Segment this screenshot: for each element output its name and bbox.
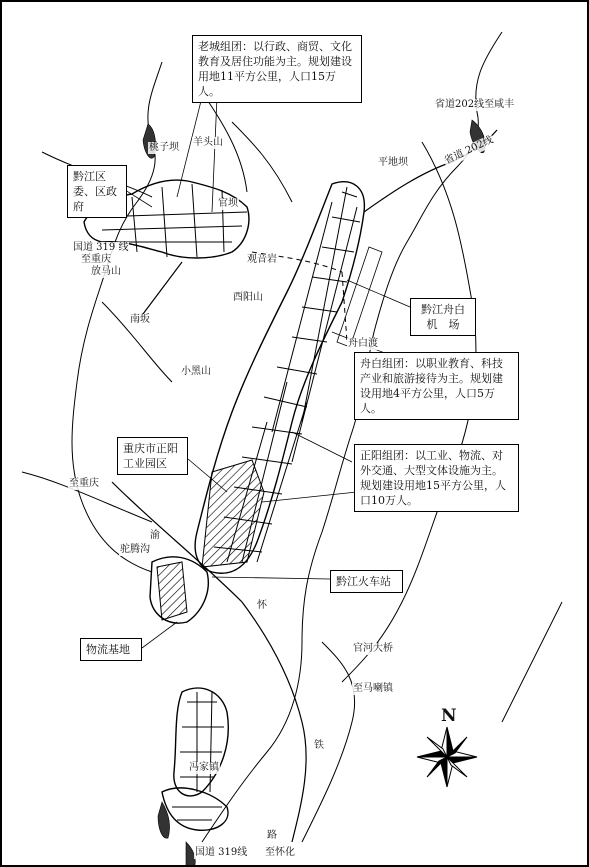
label-lu: 路 [267, 830, 277, 841]
label-to-malaba: 至马喇镇 [353, 683, 393, 694]
label-taozi-ba: 桃子坝 [149, 142, 179, 153]
label-xiaohei-shan: 小黑山 [181, 366, 211, 377]
label-guanyin-yan: 观音岩 [247, 254, 277, 265]
label-yu: 渝 [150, 530, 160, 541]
label-fangma-shan: 放马山 [91, 266, 121, 277]
label-to-chongqing-mid: 至重庆 [69, 478, 99, 489]
label-zhoubai-du: 舟白渡 [348, 338, 378, 349]
label-nanban: 南坂 [130, 314, 150, 325]
label-fengjia-zhen: 冯家镇 [189, 762, 219, 773]
label-s202-top: 省道202线至咸丰 [435, 99, 515, 110]
north-label: N [441, 706, 457, 726]
label-tuoteng-gou: 驼腾沟 [120, 544, 150, 555]
callout-old-city: 老城组团：以行政、商贸、文化教育及居住功能为主。规划建设用地11平方公里，人口15万人。 [192, 35, 362, 103]
label-guanba: 官坝 [218, 198, 238, 209]
label-g319-top: 国道 319 线 [73, 242, 129, 253]
label-pingdi-ba: 平地坝 [378, 157, 408, 168]
label-xiyang-shan: 酉阳山 [233, 292, 263, 303]
label-huai: 怀 [257, 600, 267, 611]
label-tie: 铁 [314, 740, 324, 751]
rivers [22, 32, 562, 842]
callout-zhengyang-group: 正阳组团：以工业、物流、对外交通、大型文体设施为主。规划建设用地15平方公里，人口10万人。 [354, 444, 519, 512]
callout-railway-station: 黔江火车站 [330, 570, 403, 593]
map-drawing [2, 2, 589, 867]
label-g319-bottom: 国道 319线 [195, 847, 248, 858]
callout-district-gov: 黔江区委、区政府 [67, 165, 127, 218]
label-to-chongqing-top: 至重庆 [81, 254, 111, 265]
label-s202-road: 省道 202线 [442, 134, 495, 167]
callout-logistics: 物流基地 [80, 638, 142, 661]
industrial-park-hatch [157, 460, 264, 620]
label-to-huaihua: 至怀化 [265, 847, 295, 858]
label-guanhe-bridge: 官河大桥 [353, 643, 393, 654]
callout-zhoubai-group: 舟白组团：以职业教育、科技产业和旅游接待为主。规划建设用地4平方公里，人口5万人。 [354, 352, 519, 420]
label-yangtou-shan: 羊头山 [193, 137, 223, 148]
compass-rose [417, 727, 477, 787]
callout-zhengyang-park: 重庆市正阳工业园区 [117, 437, 188, 475]
callout-airport: 黔江舟白机 场 [410, 298, 476, 336]
